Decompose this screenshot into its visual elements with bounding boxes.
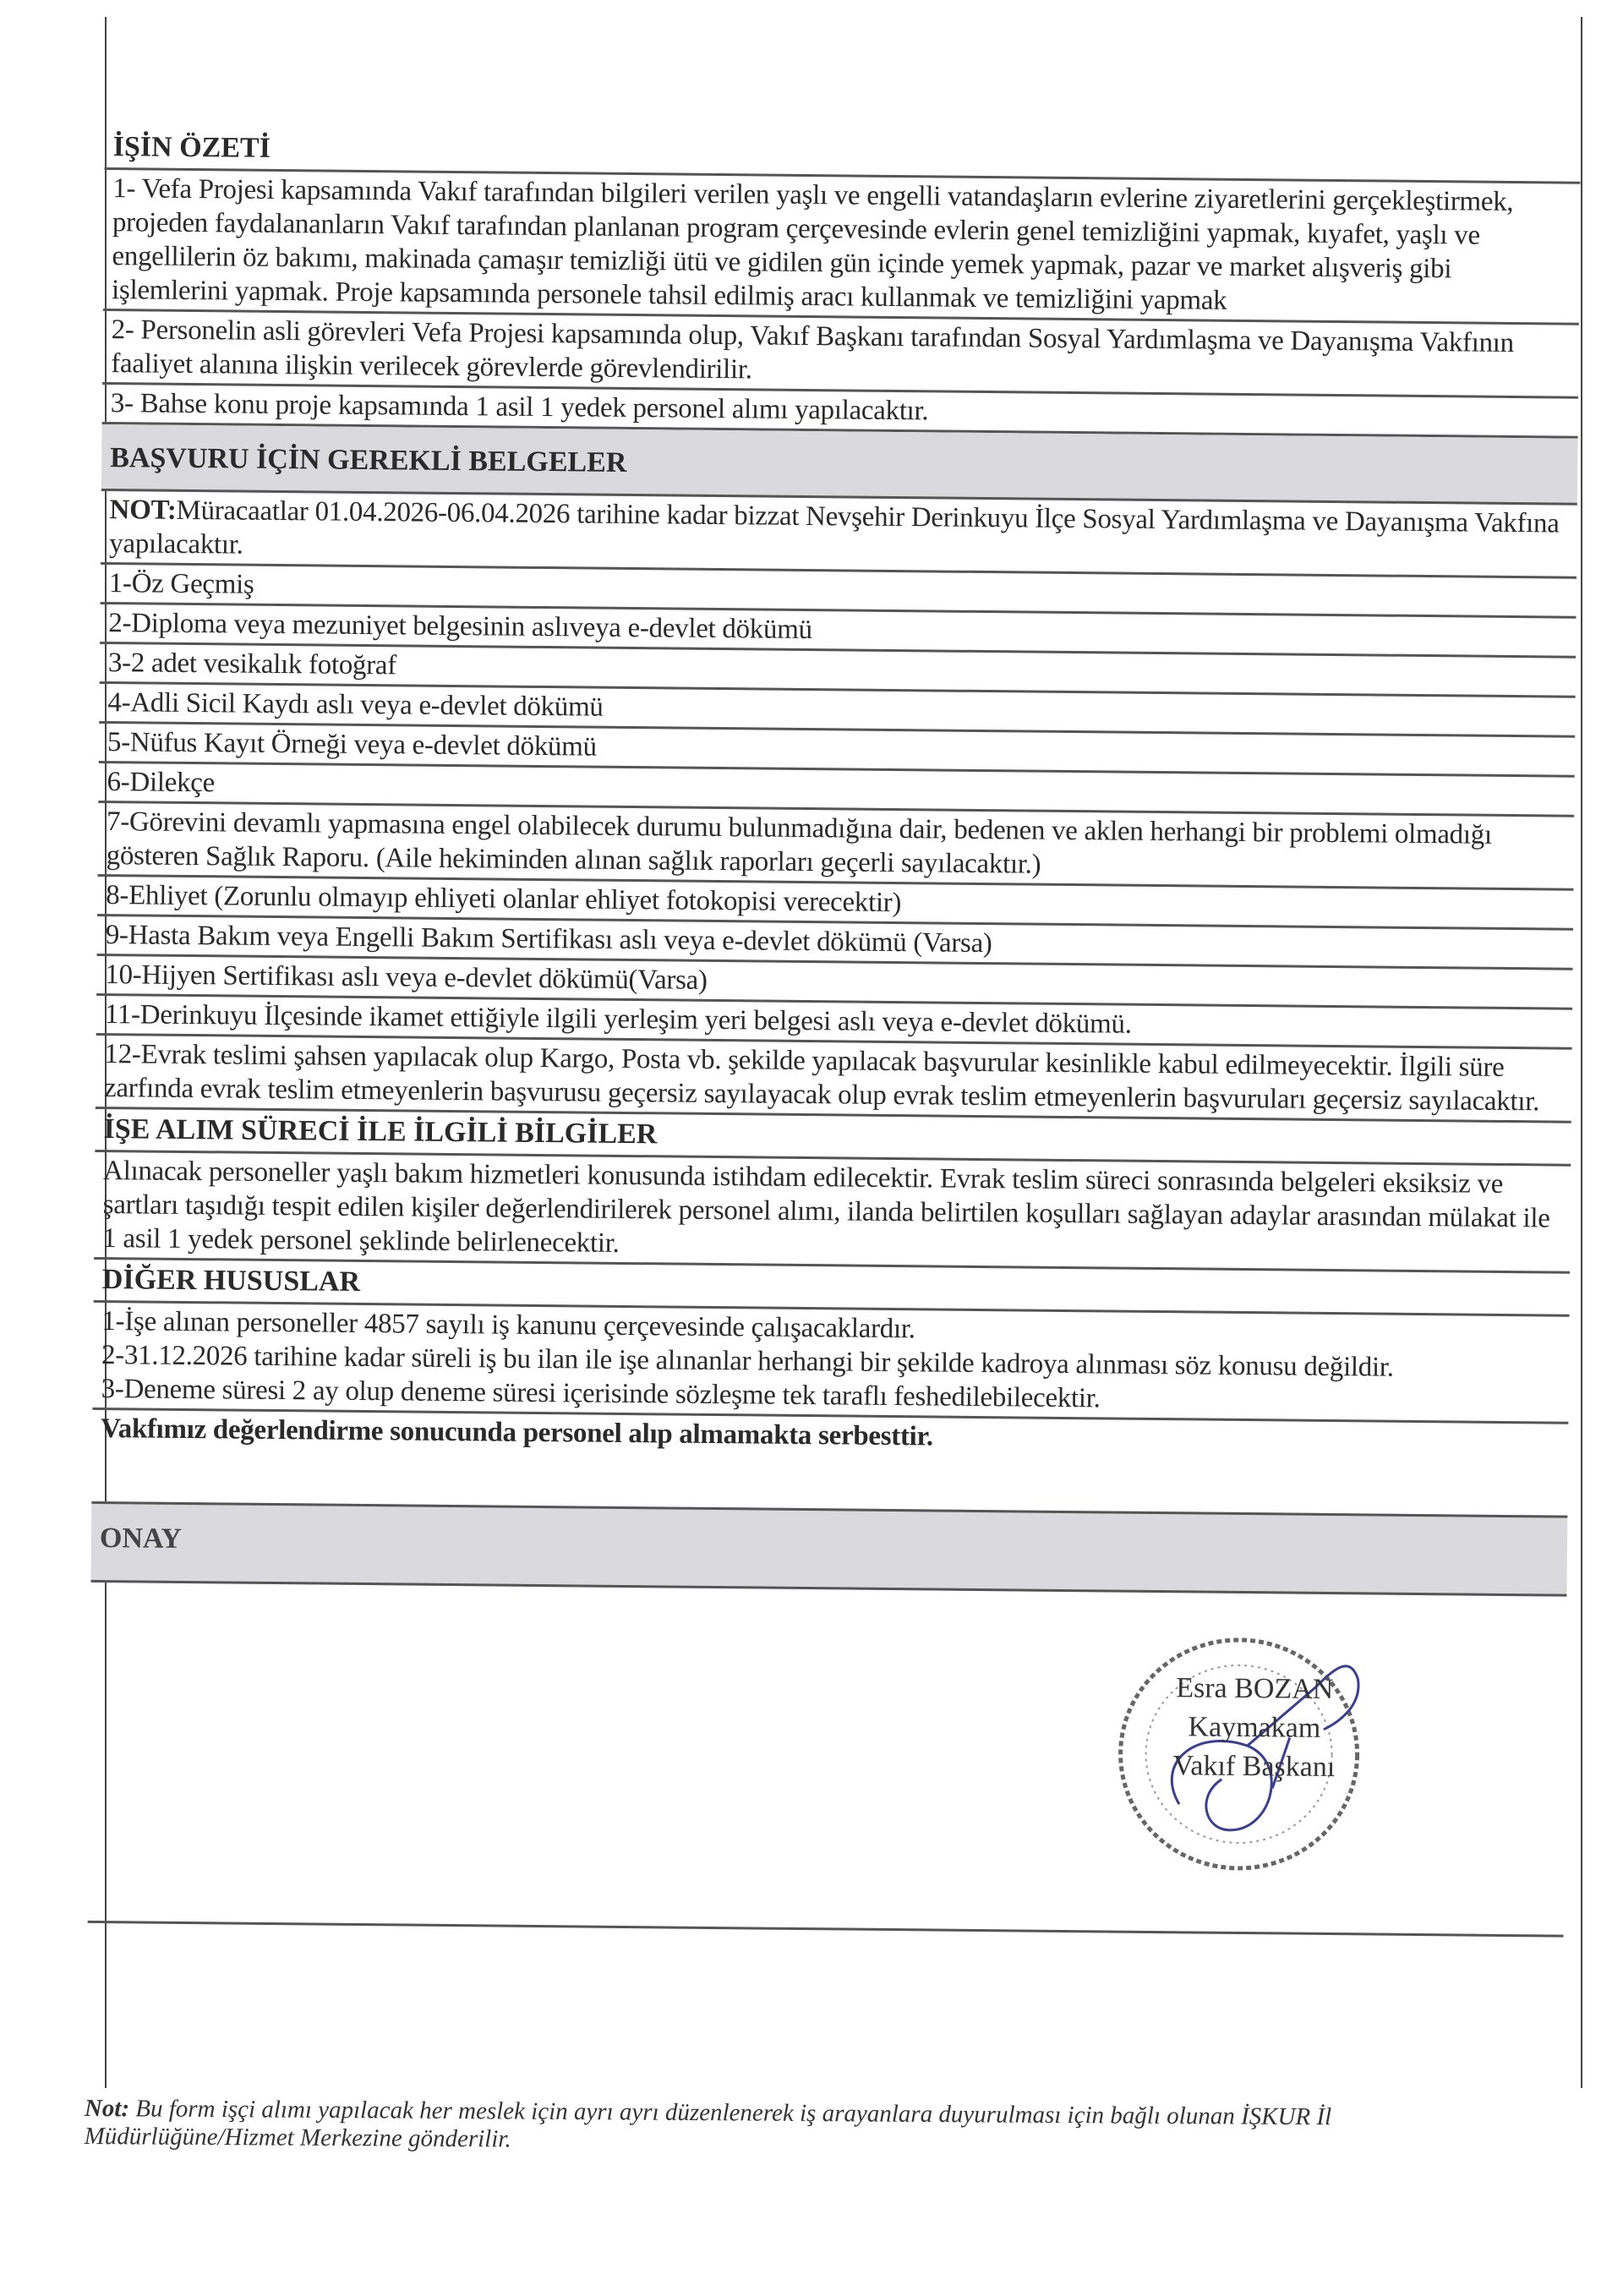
document-item-8: 8-Ehliyet (Zorunlu olmayıp ehliyeti olanlar ehliyet fotokopisi verecektir): [97, 877, 1573, 931]
section-title-job-summary: İŞİN ÖZETİ: [105, 127, 1581, 184]
document-item-4: 4-Adli Sicil Kaydı aslı veya e-devlet dökümü: [99, 684, 1575, 738]
other-matter-item-3: 3-Deneme süresi 2 ay olup deneme süresi içerisinde sözleşme tek taraflı feshedilebilecektir.: [101, 1374, 1101, 1414]
document-item-5: 5-Nüfus Kayıt Örneği veya e-devlet dökümü: [99, 724, 1575, 778]
other-matter-item-2: 2-31.12.2026 tarihine kadar süreli iş bu ilan ile işe alınanlar herhangi bir şekilde kadroya alınması söz konusu değildir.: [101, 1340, 1394, 1383]
application-note: [101, 491, 1577, 579]
job-summary-item-2: 2- Personelin asli görevleri Vefa Projesi kapsamında olup, Vakıf Başkanı tarafından Sosyal Yardımlaşma ve Dayanışma Vakfının faaliyet alanına ilişkin verilecek görevlerde görevlendirilir.: [102, 311, 1579, 399]
signature-area: [88, 1583, 1567, 1938]
other-matters-list: [92, 1303, 1569, 1424]
job-summary-item-1: 1- Vefa Projesi kapsamında Vakıf tarafından bilgileri verilen yaşlı ve engelli vatandaşların evlerine ziyaretlerini gerçekleştirmek, projeden faydalananların Vakıf tarafından planlanan program çerçevesinde evlerin genel temizliğini yapmak, kıyafet, yaşlı ve engellilerin öz bakımı, makinada çamaşır temizliği ütü ve gidilen gün içinde yemek yapmak, pazar ve market alışveriş gibi işlemlerini yapmak. Proje kapsamında personele tahsil edilmiş aracı kullanmak ve temizliğini yapmak: [103, 170, 1581, 325]
document-item-2: 2-Diploma veya mezuniyet belgesinin aslıveya e-devlet dökümü: [100, 604, 1576, 659]
section-title-approval: ONAY: [90, 1501, 1567, 1597]
signatory-name: Esra BOZAN: [1176, 1672, 1334, 1706]
section-title-other-matters: DİĞER HUSUSLAR: [94, 1260, 1570, 1317]
job-summary-item-3: 3- Bahse konu proje kapsamında 1 asil 1 yedek personel alımı yapılacaktır.: [102, 385, 1578, 439]
section-title-required-documents: BAŞVURU İÇİN GEREKLİ BELGELER: [101, 424, 1578, 506]
section-title-hiring-process: İŞE ALIM SÜRECİ İLE İLGİLİ BİLGİLER: [95, 1109, 1571, 1167]
application-note-text: Müracaatlar 01.04.2026-06.04.2026 tarihine kadar bizzat Nevşehir Derinkuyu İlçe Sosyal Yardımlaşma ve Dayanışma Vakfına yapılacaktır.: [109, 495, 1560, 560]
job-announcement-form: [88, 127, 1581, 1938]
document-item-9: 9-Hasta Bakım veya Engelli Bakım Sertifikası aslı veya e-devlet dökümü (Varsa): [97, 916, 1573, 970]
hiring-process-text: Alınacak personeller yaşlı bakım hizmetleri konusunda istihdam edilecektir. Evrak teslim süreci sonrasında belgeleri eksiksiz ve şartları taşıdığı tespit edilen kişiler değerlendirilerek personel alımı, ilanda belirtilen koşulları sağlayan adaylar arasından mülakat ile 1 asil 1 yedek personel şeklinde belirlenecektir.: [94, 1152, 1571, 1274]
document-item-6: 6-Dilekçe: [98, 763, 1574, 817]
footnote-text: Bu form işçi alımı yapılacak her meslek için ayrı ayrı düzenlenerek iş arayanlara duyurulması için bağlı olunan İŞKUR İl Müdürlüğüne/Hizmet Merkezine gönderilir.: [84, 2095, 1332, 2153]
document-item-10: 10-Hijyen Sertifikası aslı veya e-devlet dökümü(Varsa): [96, 956, 1572, 1010]
closing-statement: Vakfımız değerlendirme sonucunda personel alıp almamakta serbesttir.: [101, 1413, 933, 1452]
document-item-1: 1-Öz Geçmiş: [101, 565, 1577, 619]
official-stamp: [1102, 1626, 1384, 1882]
document-item-7: 7-Görevini devamlı yapmasına engel olabilecek durumu bulunmadığına dair, bedenen ve aklen herhangi bir problemi olmadığı gösteren Sağlık Raporu. (Aile hekiminden alınan sağlık raporları geçerli sayılacaktır.): [97, 803, 1574, 891]
footnote-label: Not:: [84, 2095, 130, 2123]
application-note-label: NOT:: [109, 495, 177, 526]
signatory-role: Vakıf Başkanı: [1172, 1750, 1336, 1784]
document-item-3: 3-2 adet vesikalık fotoğraf: [100, 644, 1576, 698]
signatory-title: Kaymakam: [1188, 1711, 1321, 1744]
document-item-12: 12-Evrak teslimi şahsen yapılacak olup Kargo, Posta vb. şekilde yapılacak başvurular kesinlikle kabul edilmeyecektir. İlgili süre zarfında evrak teslim etmeyenlerin başvurusu geçersiz sayılayacak olup evrak teslim etmeyenlerin başvuruları geçersiz sayılacaktır.: [96, 1036, 1572, 1123]
document-item-11: 11-Derinkuyu İlçesinde ikamet ettiğiyle ilgili yerleşim yeri belgesi aslı veya e-devlet dökümü.: [96, 996, 1572, 1050]
other-matter-item-1: 1-İşe alınan personeller 4857 sayılı iş kanunu çerçevesinde çalışacaklardır.: [101, 1306, 915, 1345]
footnote: [85, 2095, 1522, 2161]
